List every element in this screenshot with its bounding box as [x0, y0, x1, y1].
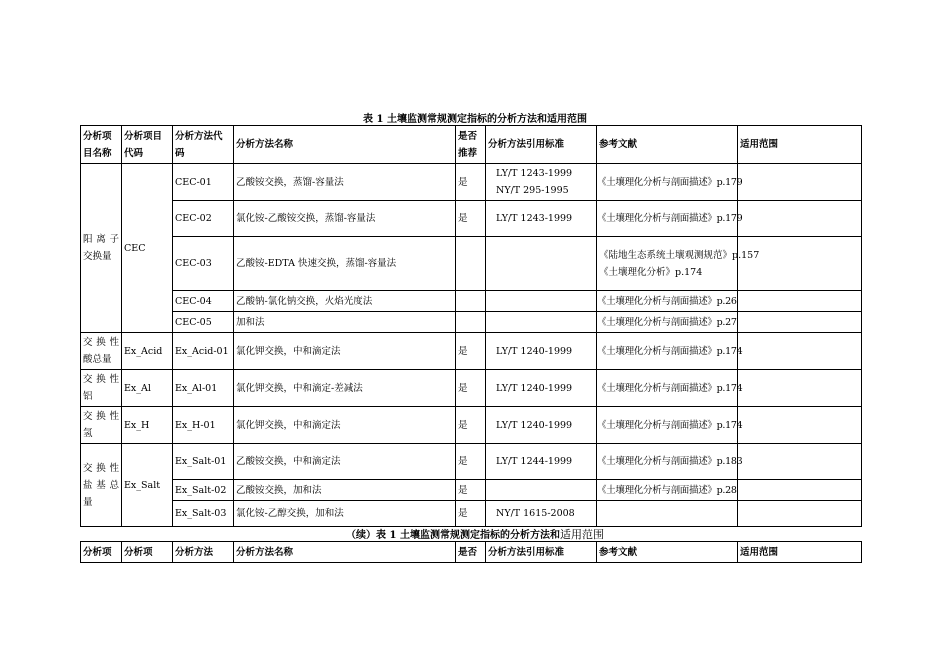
continued-table-header [80, 541, 862, 563]
item-name-cell: 交 换 性氢 [81, 407, 122, 444]
reference-line: 《土壤理化分析与剖面描述》p.183 [597, 456, 743, 467]
header-method-name: 分析方法名称 [234, 126, 456, 164]
method-name-cell: 乙酸铵交换，蒸馏-容量法 [234, 164, 456, 201]
continued-header-reference: 参考文献 [597, 542, 738, 563]
item-code-cell: CEC [122, 164, 173, 333]
scope-cell [738, 370, 862, 407]
table-row [81, 237, 862, 291]
reference-cell [597, 291, 738, 312]
recommended-cell [456, 237, 486, 291]
header-scope: 适用范围 [738, 126, 862, 164]
table-row [81, 370, 862, 407]
reference-line: 《土壤理化分析与剖面描述》p.174 [597, 345, 743, 357]
method-name-cell: 乙酸铵-EDTA 快速交换，蒸馏-容量法 [234, 237, 456, 291]
reference-cell [597, 164, 743, 201]
scope-cell [738, 407, 862, 444]
item-code-cell: Ex_Salt [122, 444, 173, 527]
reference-line: 《土壤理化分析与剖面描述》p.26 [597, 295, 737, 307]
continued-header-item-code: 分析项 [122, 542, 173, 563]
method-code-cell: CEC-05 [173, 312, 234, 333]
table-row [81, 201, 862, 237]
continued-header-method-code: 分析方法 [173, 542, 234, 563]
method-code-cell: Ex_Salt-01 [173, 444, 234, 480]
method-code-cell: Ex_Acid-01 [173, 333, 234, 370]
standard-cell [486, 312, 597, 333]
continued-header-row [81, 542, 862, 563]
continued-header-recommended: 是否 [456, 542, 486, 563]
scope-cell [738, 333, 862, 370]
method-name-cell: 氯化钾交换，中和滴定法 [234, 407, 456, 444]
standard-cell [486, 291, 597, 312]
reference-cell [597, 370, 743, 407]
method-code-cell: Ex_Salt-03 [173, 501, 234, 527]
recommended-cell [456, 312, 486, 333]
standard-cell [486, 370, 597, 407]
item-name-cell: 交 换 性盐 基 总量 [81, 444, 122, 527]
standard-cell [486, 237, 597, 291]
table-body [81, 164, 862, 527]
item-code-cell: Ex_Acid [122, 333, 173, 370]
standard-line: LY/T 1243-1999 [496, 213, 573, 224]
standard-cell [486, 333, 597, 370]
standard-line: LY/T 1243-1999 [496, 168, 573, 179]
standard-cell [486, 444, 597, 480]
standard-line: LY/T 1240-1999 [496, 419, 573, 431]
header-recommended: 是否推荐 [456, 126, 486, 164]
continued-header-scope: 适用范围 [738, 542, 862, 563]
scope-cell [738, 291, 862, 312]
header-standard: 分析方法引用标准 [486, 126, 597, 164]
header-reference: 参考文献 [597, 126, 738, 164]
method-code-cell: CEC-04 [173, 291, 234, 312]
method-code-cell: Ex_Al-01 [173, 370, 234, 407]
scope-cell [738, 237, 862, 291]
scope-cell [738, 480, 862, 501]
reference-line: 《土壤理化分析与剖面描述》p.28 [597, 484, 737, 496]
reference-line: 《土壤理化分析与剖面描述》p.179 [597, 213, 743, 224]
table-row [81, 333, 862, 370]
standard-cell [486, 407, 597, 444]
reference-line: 《土壤理化分析与剖面描述》p.174 [597, 419, 743, 431]
continued-title-bold: （续）表 1 土壤监测常规测定指标的分析方法和 [346, 530, 560, 541]
recommended-cell: 是 [456, 501, 486, 527]
standard-cell [486, 480, 597, 501]
method-name-cell: 乙酸铵交换，中和滴定法 [234, 444, 456, 480]
table-row [81, 312, 862, 333]
recommended-cell: 是 [456, 201, 486, 237]
continued-header-standard: 分析方法引用标准 [486, 542, 597, 563]
method-code-cell: CEC-03 [173, 237, 234, 291]
header-item-name: 分析项目名称 [81, 126, 122, 164]
table-row [81, 407, 862, 444]
table-row [81, 164, 862, 201]
method-name-cell: 氯化铵-乙酸铵交换，蒸馏-容量法 [234, 201, 456, 237]
table-row [81, 444, 862, 480]
recommended-cell: 是 [456, 164, 486, 201]
scope-cell [738, 501, 862, 527]
reference-line: 《土壤理化分析》p.174 [599, 266, 703, 278]
table-row [81, 291, 862, 312]
method-name-cell: 乙酸铵交换，加和法 [234, 480, 456, 501]
scope-cell [738, 444, 862, 480]
standard-line: LY/T 1244-1999 [496, 456, 573, 467]
standard-line: NY/T 1615-2008 [496, 508, 575, 519]
continued-header-method-name: 分析方法名称 [234, 542, 456, 563]
reference-cell [597, 237, 760, 291]
reference-cell [597, 407, 743, 444]
recommended-cell [456, 291, 486, 312]
reference-line: 《土壤理化分析与剖面描述》p.27 [597, 316, 737, 328]
item-name-cell: 交 换 性酸总量 [81, 333, 122, 370]
standard-line: NY/T 295-1995 [496, 185, 569, 196]
recommended-cell: 是 [456, 370, 486, 407]
reference-cell [597, 312, 738, 333]
method-name-cell: 加和法 [234, 312, 456, 333]
reference-cell [597, 480, 738, 501]
item-code-cell: Ex_H [122, 407, 173, 444]
header-row [81, 126, 862, 164]
recommended-cell: 是 [456, 407, 486, 444]
standard-cell [486, 501, 597, 527]
header-method-code: 分析方法代码 [173, 126, 234, 164]
method-code-cell: CEC-01 [173, 164, 234, 201]
reference-cell [597, 201, 743, 237]
scope-cell [738, 201, 862, 237]
item-name-cell: 阳 离 子交换量 [81, 164, 122, 333]
method-name-cell: 氯化铵-乙醇交换，加和法 [234, 501, 456, 527]
item-code-cell: Ex_Al [122, 370, 173, 407]
method-code-cell: Ex_Salt-02 [173, 480, 234, 501]
recommended-cell: 是 [456, 480, 486, 501]
table-title: 表 1 土壤监测常规测定指标的分析方法和适用范围 [363, 114, 587, 125]
table-row [81, 501, 862, 527]
standard-line: LY/T 1240-1999 [496, 345, 573, 357]
reference-line: 《陆地生态系统土壤观测规范》p.157 [599, 249, 760, 261]
continued-table-title [0, 526, 950, 542]
standard-line: LY/T 1240-1999 [496, 382, 573, 394]
method-code-cell: Ex_H-01 [173, 407, 234, 444]
table-row [81, 480, 862, 501]
method-name-cell: 氯化钾交换，中和滴定法 [234, 333, 456, 370]
scope-cell [738, 164, 862, 201]
method-name-cell: 乙酸钠-氯化钠交换，火焰光度法 [234, 291, 456, 312]
recommended-cell: 是 [456, 333, 486, 370]
reference-cell [597, 444, 743, 480]
standard-cell [486, 164, 597, 201]
continued-title-normal: 适用范围 [559, 528, 604, 541]
continued-header-item-name: 分析项 [81, 542, 122, 563]
standard-cell [486, 201, 597, 237]
scope-cell [738, 312, 862, 333]
item-name-cell: 交 换 性铝 [81, 370, 122, 407]
reference-line: 《土壤理化分析与剖面描述》p.179 [597, 176, 743, 188]
recommended-cell: 是 [456, 444, 486, 480]
reference-line: 《土壤理化分析与剖面描述》p.174 [597, 382, 743, 394]
method-code-cell: CEC-02 [173, 201, 234, 237]
analysis-methods-table [80, 125, 862, 527]
reference-cell [597, 501, 738, 527]
header-item-code: 分析项目代码 [122, 126, 173, 164]
method-name-cell: 氯化钾交换，中和滴定-差减法 [234, 370, 456, 407]
reference-cell [597, 333, 743, 370]
